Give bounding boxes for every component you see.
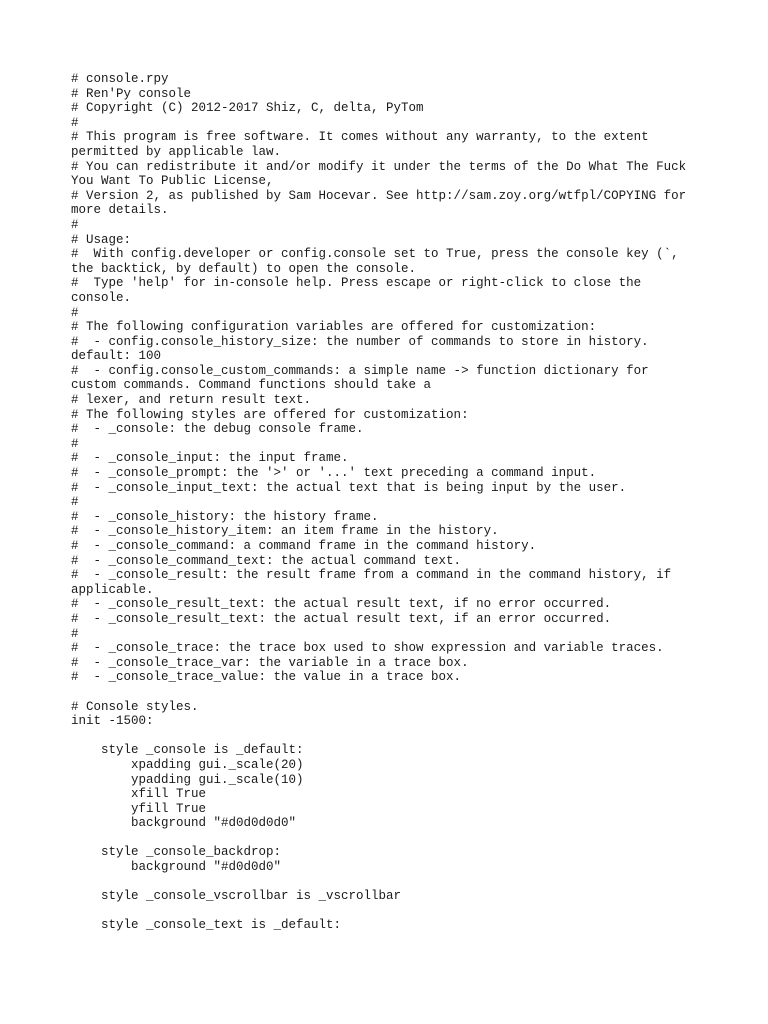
code-line: custom commands. Command functions should take a (71, 378, 432, 393)
code-line: more details. (71, 203, 169, 218)
code-line: background "#d0d0d0d0" (71, 816, 297, 831)
code-line: style _console_text is _default: (71, 918, 342, 933)
code-line: permitted by applicable law. (71, 144, 282, 159)
code-line: # Type 'help' for in-console help. Press escape or right-click to close the (71, 276, 642, 291)
code-line: # - _console_input_text: the actual text that is being input by the user. (71, 480, 627, 495)
code-line: # - _console_trace_var: the variable in a trace box. (71, 655, 469, 670)
code-line: # This program is free software. It comes without any warranty, to the extent (71, 130, 649, 145)
code-line: # With config.developer or config.console set to True, press the console key (`, (71, 247, 679, 262)
code-line: background "#d0d0d0" (71, 860, 282, 875)
code-line: You Want To Public License, (71, 174, 274, 189)
code-line: # (71, 626, 79, 641)
code-line: ypadding gui._scale(10) (71, 772, 304, 787)
code-line: # - _console_result_text: the actual result text, if no error occurred. (71, 597, 612, 612)
code-line: # - _console_trace: the trace box used to show expression and variable traces. (71, 641, 664, 656)
code-line: # - _console_prompt: the '>' or '...' text preceding a command input. (71, 466, 597, 481)
code-line: # - _console_trace_value: the value in a trace box. (71, 670, 462, 685)
code-line (71, 685, 701, 700)
code-line: # (71, 436, 79, 451)
code-line: # - _console_result_text: the actual result text, if an error occurred. (71, 611, 612, 626)
code-line (71, 729, 701, 744)
code-line: applicable. (71, 582, 154, 597)
code-line: # (71, 495, 79, 510)
code-line: # console.rpy (71, 72, 169, 86)
code-line: # Usage: (71, 232, 132, 247)
code-line: style _console_vscrollbar is _vscrollbar (71, 889, 402, 904)
code-line: # (71, 217, 79, 232)
code-line: # You can redistribute it and/or modify it under the terms of the Do What The Fuck (71, 159, 687, 174)
code-line: # The following styles are offered for customization: (71, 407, 469, 422)
code-line (71, 831, 701, 846)
code-line: # - _console_command_text: the actual command text. (71, 553, 462, 568)
code-line: init -1500: (71, 714, 154, 729)
code-line: console. (71, 290, 132, 305)
code-line: # Copyright (C) 2012-2017 Shiz, C, delta, PyTom (71, 101, 424, 116)
code-line: # - _console: the debug console frame. (71, 422, 364, 437)
code-line: # - _console_result: the result frame from a command in the command history, if (71, 568, 672, 583)
code-line: the backtick, by default) to open the console. (71, 261, 417, 276)
code-line: default: 100 (71, 349, 162, 364)
code-listing (71, 72, 701, 933)
code-line (71, 904, 701, 919)
code-line: # - _console_history: the history frame. (71, 509, 379, 524)
code-line: # (71, 305, 79, 320)
code-line: # - _console_history_item: an item frame in the history. (71, 524, 499, 539)
code-line: style _console is _default: (71, 743, 304, 758)
code-line: xpadding gui._scale(20) (71, 757, 304, 772)
code-line: # The following configuration variables are offered for customization: (71, 320, 597, 335)
code-line (71, 875, 701, 890)
code-line: # lexer, and return result text. (71, 393, 312, 408)
code-line: style _console_backdrop: (71, 845, 282, 860)
code-line: # Version 2, as published by Sam Hocevar. See http://sam.zoy.org/wtfpl/COPYING for (71, 188, 687, 203)
code-line: xfill True (71, 787, 207, 802)
code-line: # - config.console_custom_commands: a simple name -> function dictionary for (71, 363, 649, 378)
code-line: # (71, 115, 79, 130)
code-line: # - _console_input: the input frame. (71, 451, 349, 466)
code-line: # Ren'Py console (71, 86, 192, 101)
code-line: # - config.console_history_size: the number of commands to store in history. (71, 334, 649, 349)
code-line: yfill True (71, 801, 207, 816)
code-line: # Console styles. (71, 699, 199, 714)
code-line: # - _console_command: a command frame in the command history. (71, 539, 537, 553)
